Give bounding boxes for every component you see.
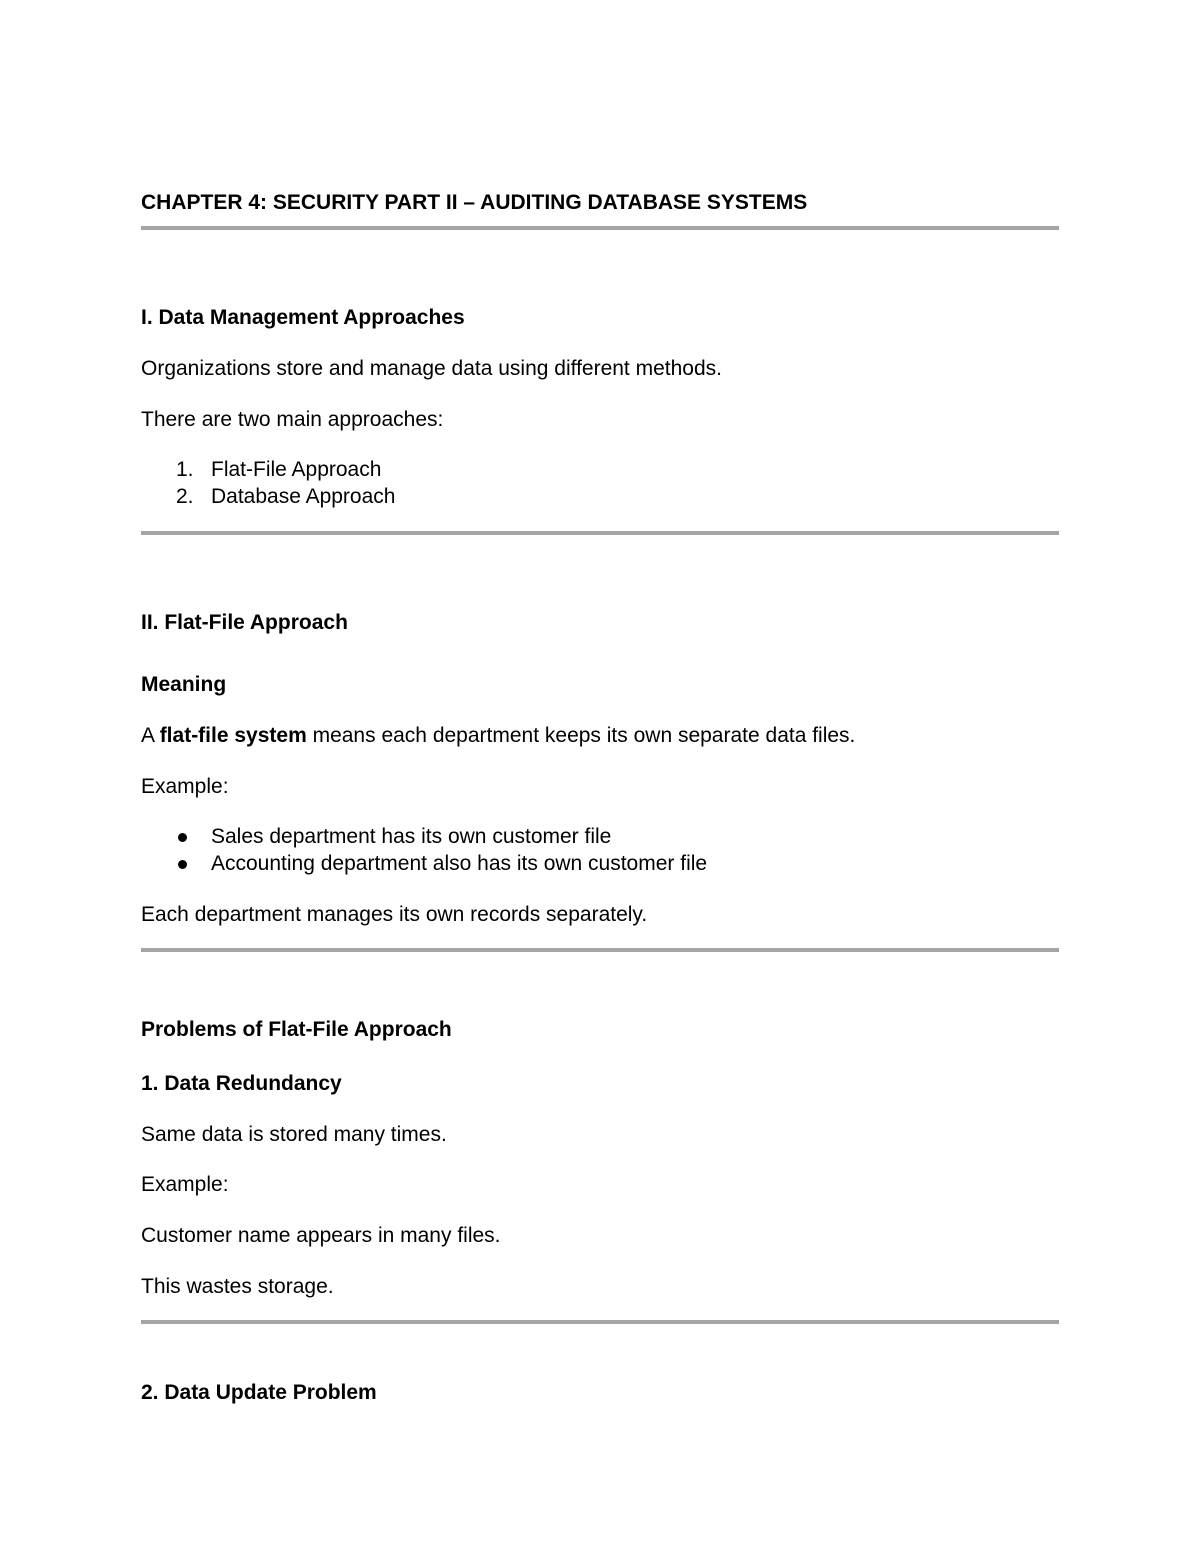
list-item-text: Database Approach xyxy=(211,485,396,508)
list-item-text: Accounting department also has its own customer file xyxy=(211,852,708,875)
section-heading-flat-file: II. Flat-File Approach xyxy=(141,611,348,634)
paragraph: This wastes storage. xyxy=(141,1275,334,1298)
list-item-text: Sales department has its own customer file xyxy=(211,825,612,848)
meaning-paragraph xyxy=(141,723,855,748)
horizontal-rule xyxy=(141,531,1059,535)
list-marker: 2. xyxy=(176,485,194,508)
bullet-icon xyxy=(178,833,187,842)
list-item-text: Flat-File Approach xyxy=(211,458,382,481)
paragraph: Same data is stored many times. xyxy=(141,1123,447,1146)
paragraph: Organizations store and manage data using different methods. xyxy=(141,357,722,380)
bullet-icon xyxy=(178,860,187,869)
horizontal-rule xyxy=(141,1320,1059,1324)
chapter-title: CHAPTER 4: SECURITY PART II – AUDITING DATABASE SYSTEMS xyxy=(141,191,808,214)
section-heading-problems: Problems of Flat-File Approach xyxy=(141,1018,452,1041)
example-label: Example: xyxy=(141,1173,229,1196)
paragraph: Customer name appears in many files. xyxy=(141,1224,501,1247)
paragraph: Each department manages its own records separately. xyxy=(141,903,648,926)
horizontal-rule xyxy=(141,226,1059,230)
paragraph: There are two main approaches: xyxy=(141,408,444,431)
section-heading-data-management: I. Data Management Approaches xyxy=(141,306,465,329)
example-label: Example: xyxy=(141,775,229,798)
subheading-data-update-problem: 2. Data Update Problem xyxy=(141,1381,377,1404)
list-marker: 1. xyxy=(176,458,194,481)
meaning-bold-term: flat-file system xyxy=(159,724,307,747)
subheading-data-redundancy: 1. Data Redundancy xyxy=(141,1072,342,1095)
meaning-suffix: means each department keeps its own separate data files. xyxy=(306,724,856,747)
subheading-meaning: Meaning xyxy=(141,673,227,696)
horizontal-rule xyxy=(141,948,1059,952)
meaning-prefix: A xyxy=(141,724,160,747)
